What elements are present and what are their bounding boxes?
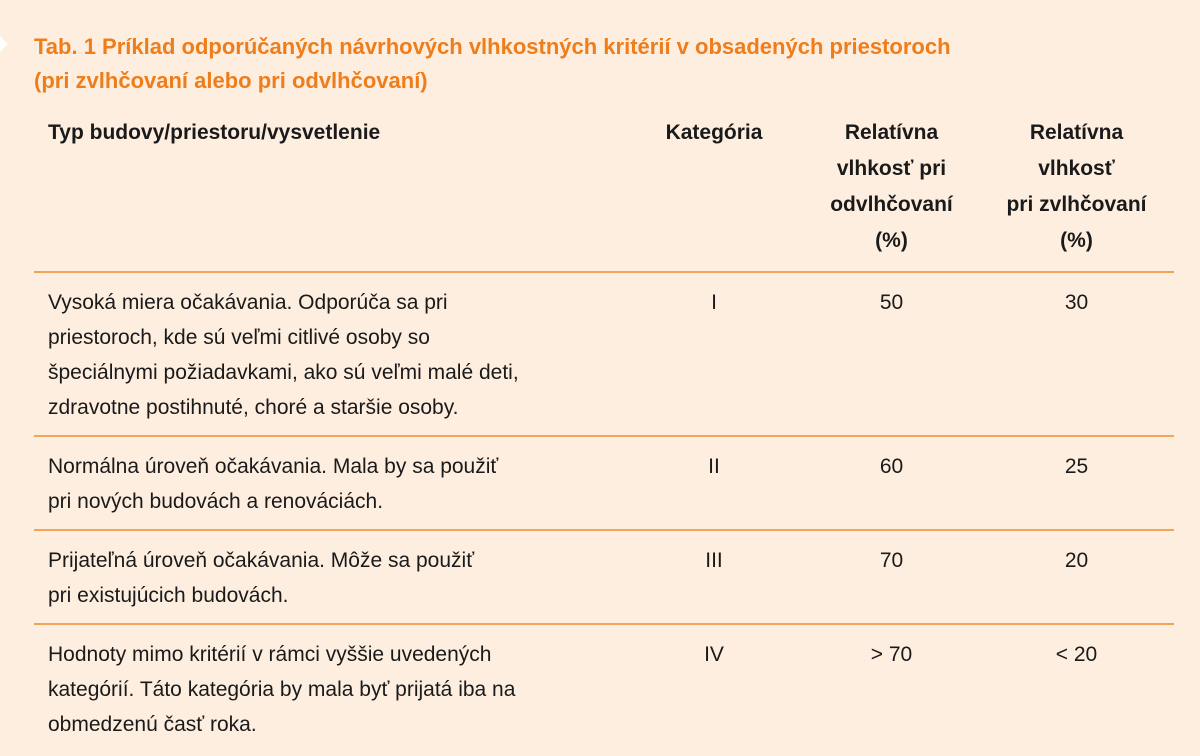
description-line: Normálna úroveň očakávania. Mala by sa použiť <box>48 455 499 478</box>
row-category: IV <box>704 643 724 666</box>
header-rh-hum-line: Relatívna <box>1029 121 1124 144</box>
table-header-row <box>34 112 1174 272</box>
header-building-type: Typ budovy/priestoru/vysvetlenie <box>34 112 624 272</box>
table-row <box>34 272 1174 436</box>
table-row <box>34 436 1174 530</box>
header-rh-humidification <box>979 112 1174 272</box>
description-line: obmedzenú časť roka. <box>48 713 257 736</box>
description-line: Vysoká miera očakávania. Odporúča sa pri <box>48 291 448 314</box>
section-marker-arrow <box>0 36 8 52</box>
header-category: Kategória <box>624 112 804 272</box>
row-description <box>34 530 624 624</box>
description-line: pri existujúcich budovách. <box>48 584 289 607</box>
description-line: kategórií. Táto kategória by mala byť prijatá iba na <box>48 678 516 701</box>
description-line: zdravotne postihnuté, choré a staršie osoby. <box>48 396 459 419</box>
row-rh-humidification: 30 <box>979 272 1174 436</box>
table-title <box>34 30 1174 98</box>
row-description <box>34 272 624 436</box>
header-rh-dehum-line: vlhkosť pri <box>836 157 947 180</box>
row-rh-dehumidification: > 70 <box>870 643 913 666</box>
table-row <box>34 530 1174 624</box>
header-rh-dehumidification <box>804 112 979 272</box>
row-rh-humidification: < 20 <box>1055 643 1098 666</box>
row-rh-dehumidification: 60 <box>804 436 979 530</box>
row-category: II <box>624 436 804 530</box>
header-rh-dehum-line: Relatívna <box>844 121 939 144</box>
row-rh-dehumidification: 70 <box>804 530 979 624</box>
row-rh-humidification: 20 <box>979 530 1174 624</box>
description-line: pri nových budovách a renováciách. <box>48 490 384 513</box>
header-rh-hum-line: pri zvlhčovaní <box>1006 193 1147 216</box>
description-line: Prijateľná úroveň očakávania. Môže sa použiť <box>48 549 475 572</box>
humidity-criteria-table <box>34 112 1174 752</box>
row-category: I <box>624 272 804 436</box>
row-rh-humidification: 25 <box>979 436 1174 530</box>
description-line: špeciálnymi požiadavkami, ako sú veľmi malé deti, <box>48 361 519 384</box>
row-category: III <box>624 530 804 624</box>
row-rh-dehumidification: 50 <box>804 272 979 436</box>
header-rh-dehum-line: (%) <box>875 229 908 252</box>
table-title-line-1: Tab. 1 Príklad odporúčaných návrhových vlhkostných kritérií v obsadených priestoroch <box>34 34 951 59</box>
header-rh-hum-line: (%) <box>1060 229 1093 252</box>
header-rh-dehum-line: odvlhčovaní <box>830 193 953 216</box>
table-row <box>34 624 1174 752</box>
row-description <box>34 624 624 752</box>
description-line: priestoroch, kde sú veľmi citlivé osoby so <box>48 326 430 349</box>
table-title-line-2: (pri zvlhčovaní alebo pri odvlhčovaní) <box>34 68 428 93</box>
description-line: Hodnoty mimo kritérií v rámci vyššie uvedených <box>48 643 492 666</box>
header-rh-hum-line: vlhkosť <box>1038 157 1115 180</box>
row-description <box>34 436 624 530</box>
